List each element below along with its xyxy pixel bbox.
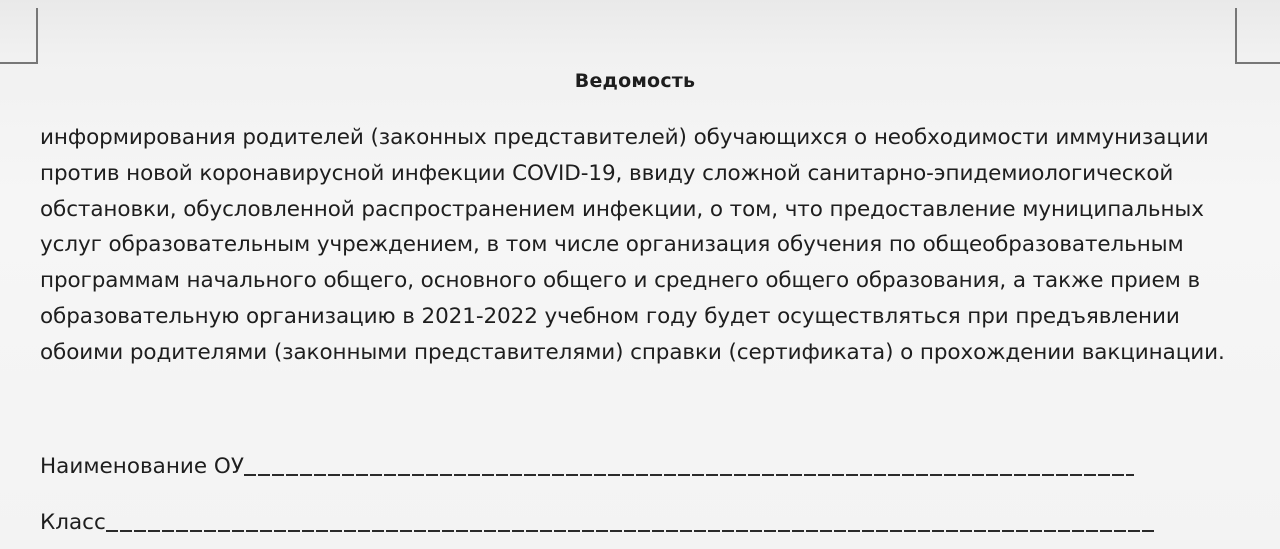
page-corner-mark-top-right [1235,8,1237,64]
institution-name-field [40,452,1134,482]
page-corner-mark-top-left [36,8,38,64]
page-corner-mark-top-right-horizontal [1235,62,1280,64]
institution-name-label: Наименование ОУ [40,454,244,479]
document-paragraph: информирования родителей (законных представителей) обучающихся о необходимости иммунизации против новой коронавирусной инфекции COVID-19, ввиду сложной санитарно-эпидемиологической обстановки, обусловленной распространением инфекции, о том, что предоставление муниципальных услуг образовательным учреждением, в том числе организация обучения по общеобразовательным программам начального общего, основного общего и среднего общего образования, а также прием в образовательную организацию в 2021-2022 учебном году будет осуществляться при предъявлении обоими родителями (законными представителями) справки (сертификата) о прохождении вакцинации. [40,125,1225,365]
page-corner-mark-top-left-horizontal [0,62,38,64]
class-field [40,508,1156,538]
document-title: Ведомость [574,70,696,92]
institution-name-blank-line [244,474,1134,476]
class-label: Класс [40,510,106,535]
class-blank-line [106,530,1156,532]
